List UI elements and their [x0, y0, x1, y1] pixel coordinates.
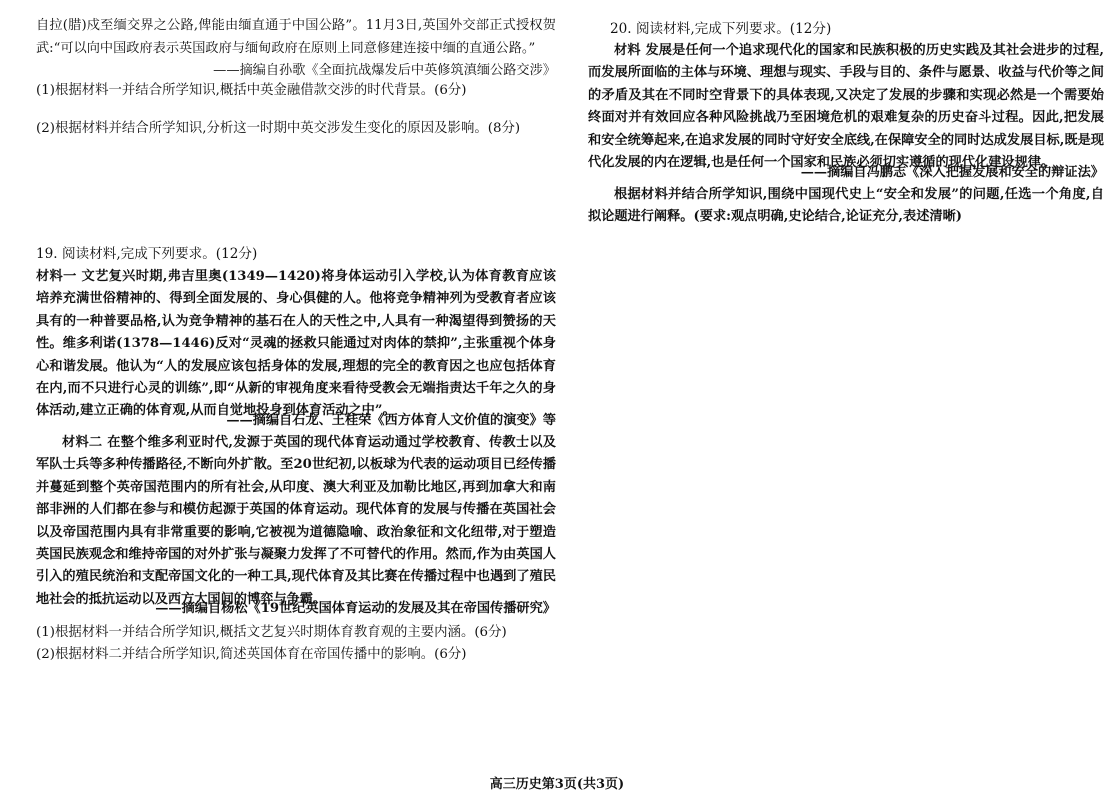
q18-material-tail: 自拉(腊)戍至缅交界之公路,俾能由缅直通于中国公路”。11月3日,英国外交部正式授权贺武:“可以向中国政府表示英国政府与缅甸政府在原则上同意修建连接中缅的直通公路。”: [36, 18, 556, 56]
q19-subquestion-1: (1)根据材料一并结合所学知识,概括文艺复兴时期体育教育观的主要内涵。(6分): [36, 625, 507, 640]
q20-material: 材料 发展是任何一个追求现代化的国家和民族积极的历史实践及其社会进步的过程,而发展所面临的主体与环境、理想与现实、手段与目的、条件与愿景、收益与代价等之间的矛盾及其在不同时空背景下的具体表现,又决定了发展的步骤和实现必然是一个需要始终面对并有效回应各种风险挑战乃至困境危机的艰难复杂的历史奋斗过程。因此,把发展和安全统筹起来,在追求发展的同时守好安全底线,在保障安全的同时达成发展目标,既是现代化发展的内在逻辑,也是任何一个国家和民族必须切实遵循的现代化建设规律。: [588, 43, 1104, 171]
q19-source-1: ——摘编自石龙、王桂荣《西方体育人文价值的演变》等: [226, 413, 556, 428]
q19-material-2: 材料二 在整个维多利亚时代,发源于英国的现代体育运动通过学校教育、传教士以及军队士兵等多种传播路径,不断向外扩散。至20世纪初,以板球为代表的运动项目已经传播并蔓延到整个英帝国范围内的所有社会,从印度、澳大利亚及加勒比地区,再到加拿大和南部非洲的人们都在参与和模仿起源于英国的体育运动。现代体育的发展与传播在英国社会以及帝国范围内具有非常重要的影响,它被视为道德隐喻、政治象征和文化纽带,对于塑造英国民族观念和维持帝国的对外扩张与凝聚力发挥了不可替代的作用。然而,作为由英国人引入的殖民统治和支配帝国文化的一种工具,现代体育及其比赛在传播过程中也遇到了殖民地社会的抵抗运动以及西方大国间的博弈与争霸。: [36, 435, 556, 607]
q20-heading: 20. 阅读材料,完成下列要求。(12分): [610, 21, 832, 37]
q20-source: ——摘编自冯鹏志《深入把握发展和安全的辩证法》: [800, 165, 1104, 180]
q19-heading: 19. 阅读材料,完成下列要求。(12分): [36, 246, 258, 262]
q18-subquestion-1: (1)根据材料一并结合所学知识,概括中英金融借款交涉的时代背景。(6分): [36, 83, 467, 98]
q19-material-1: 材料一 文艺复兴时期,弗吉里奥(1349—1420)将身体运动引入学校,认为体育教育应该培养充满世俗精神的、得到全面发展的、身心俱健的人。他将竞争精神列为受教育者应该具有的一种普要品格,认为竞争精神的基石在人的天性之中,人具有一种渴望得到赞扬的天性。维多利诺(1378—1446)反对“灵魂的拯救只能通过对肉体的禁抑”,主张重视个体身心和谐发展。他认为“人的发展应该包括身体的发展,理想的完全的教育因之也应包括体育在内,而不只进行心灵的训练”,即“从新的审视角度来看待受教会无端指责达千年之久的身体活动,建立正确的体育观,从而自觉地投身到体育活动之中”。: [36, 269, 556, 419]
q18-subquestion-2: (2)根据材料并结合所学知识,分析这一时期中英交涉发生变化的原因及影响。(8分): [36, 121, 521, 136]
q18-source: ——摘编自孙歌《全面抗战爆发后中英修筑滇缅公路交涉》: [213, 63, 556, 78]
q19-subquestion-2: (2)根据材料二并结合所学知识,简述英国体育在帝国传播中的影响。(6分): [36, 647, 467, 662]
page-footer: 高三历史第3页(共3页): [489, 777, 625, 792]
q20-task: 根据材料并结合所学知识,围绕中国现代史上“安全和发展”的问题,任选一个角度,自拟论题进行阐释。(要求:观点明确,史论结合,论证充分,表述清晰): [588, 187, 1104, 225]
q19-source-2: ——摘编自杨松《19世纪英国体育运动的发展及其在帝国传播研究》: [155, 601, 556, 616]
